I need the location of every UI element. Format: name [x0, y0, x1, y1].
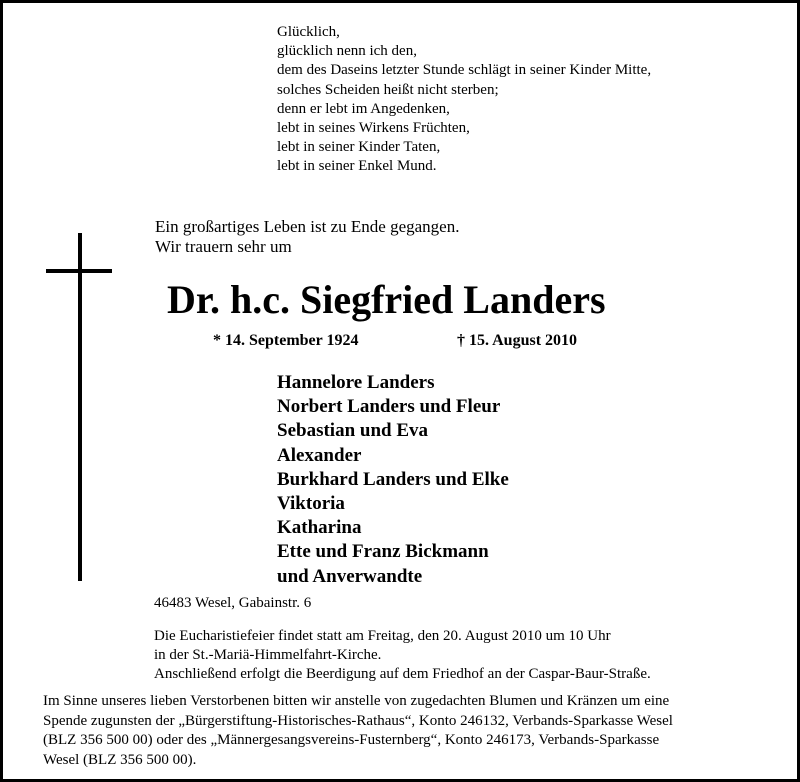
poem-line: Glücklich,	[277, 24, 340, 40]
cross-icon-bar	[46, 269, 112, 273]
family-address: 46483 Wesel, Gabainstr. 6	[154, 595, 312, 611]
death-date: † 15. August 2010	[457, 332, 578, 349]
ceremony-line: in der St.-Mariä-Himmelfahrt-Kirche.	[154, 647, 382, 663]
donation-request	[43, 692, 673, 770]
mourner-name: Burkhard Landers und Elke	[277, 468, 509, 490]
mourner-name: Hannelore Landers	[277, 372, 435, 393]
intro-line: Ein großartiges Leben ist zu Ende gegangen.	[155, 217, 460, 236]
donation-line: (BLZ 356 500 00) oder des „Männergesangsvereins-Fusternberg“, Konto 246173, Verbands-Sparkasse	[43, 732, 660, 748]
ceremony-line: Die Eucharistiefeier findet statt am Freitag, den 20. August 2010 um 10 Uhr	[154, 628, 611, 644]
ceremony-info	[154, 627, 651, 684]
poem-line: lebt in seiner Kinder Taten,	[277, 139, 441, 156]
poem-line: denn er lebt im Angedenken,	[277, 100, 450, 117]
deceased-name: Dr. h.c. Siegfried Landers	[167, 277, 606, 322]
poem-line: solches Scheiden heißt nicht sterben;	[277, 81, 499, 98]
intro-text	[155, 217, 459, 257]
cross-icon	[78, 233, 82, 581]
mourner-name: Alexander	[277, 444, 362, 466]
mourner-name: und Anverwandte	[277, 565, 423, 587]
intro-line: Wir trauern sehr um	[155, 237, 292, 256]
mourner-name: Norbert Landers und Fleur	[277, 396, 501, 418]
poem-line: glücklich nenn ich den,	[277, 43, 417, 60]
mourner-name: Katharina	[277, 517, 362, 539]
poem-line: lebt in seiner Enkel Mund.	[277, 158, 437, 175]
mourner-name: Ette und Franz Bickmann	[277, 541, 489, 563]
donation-line: Im Sinne unseres lieben Verstorbenen bitten wir anstelle von zugedachten Blumen und Kränzen um eine	[43, 693, 670, 709]
birth-date: * 14. September 1924	[213, 332, 359, 349]
poem-line: dem des Daseins letzter Stunde schlägt in seiner Kinder Mitte,	[277, 62, 652, 79]
ceremony-line: Anschließend erfolgt die Beerdigung auf dem Friedhof an der Caspar-Baur-Straße.	[154, 666, 651, 682]
poem-line: lebt in seines Wirkens Früchten,	[277, 120, 470, 137]
mourner-name: Sebastian und Eva	[277, 420, 429, 442]
mourners-list	[277, 371, 509, 589]
mourner-name: Viktoria	[277, 493, 345, 515]
donation-line: Wesel (BLZ 356 500 00).	[43, 751, 197, 768]
memorial-poem	[277, 23, 651, 177]
donation-line: Spende zugunsten der „Bürgerstiftung-Historisches-Rathaus“, Konto 246132, Verbands-Sparkasse Wesel	[43, 712, 673, 729]
